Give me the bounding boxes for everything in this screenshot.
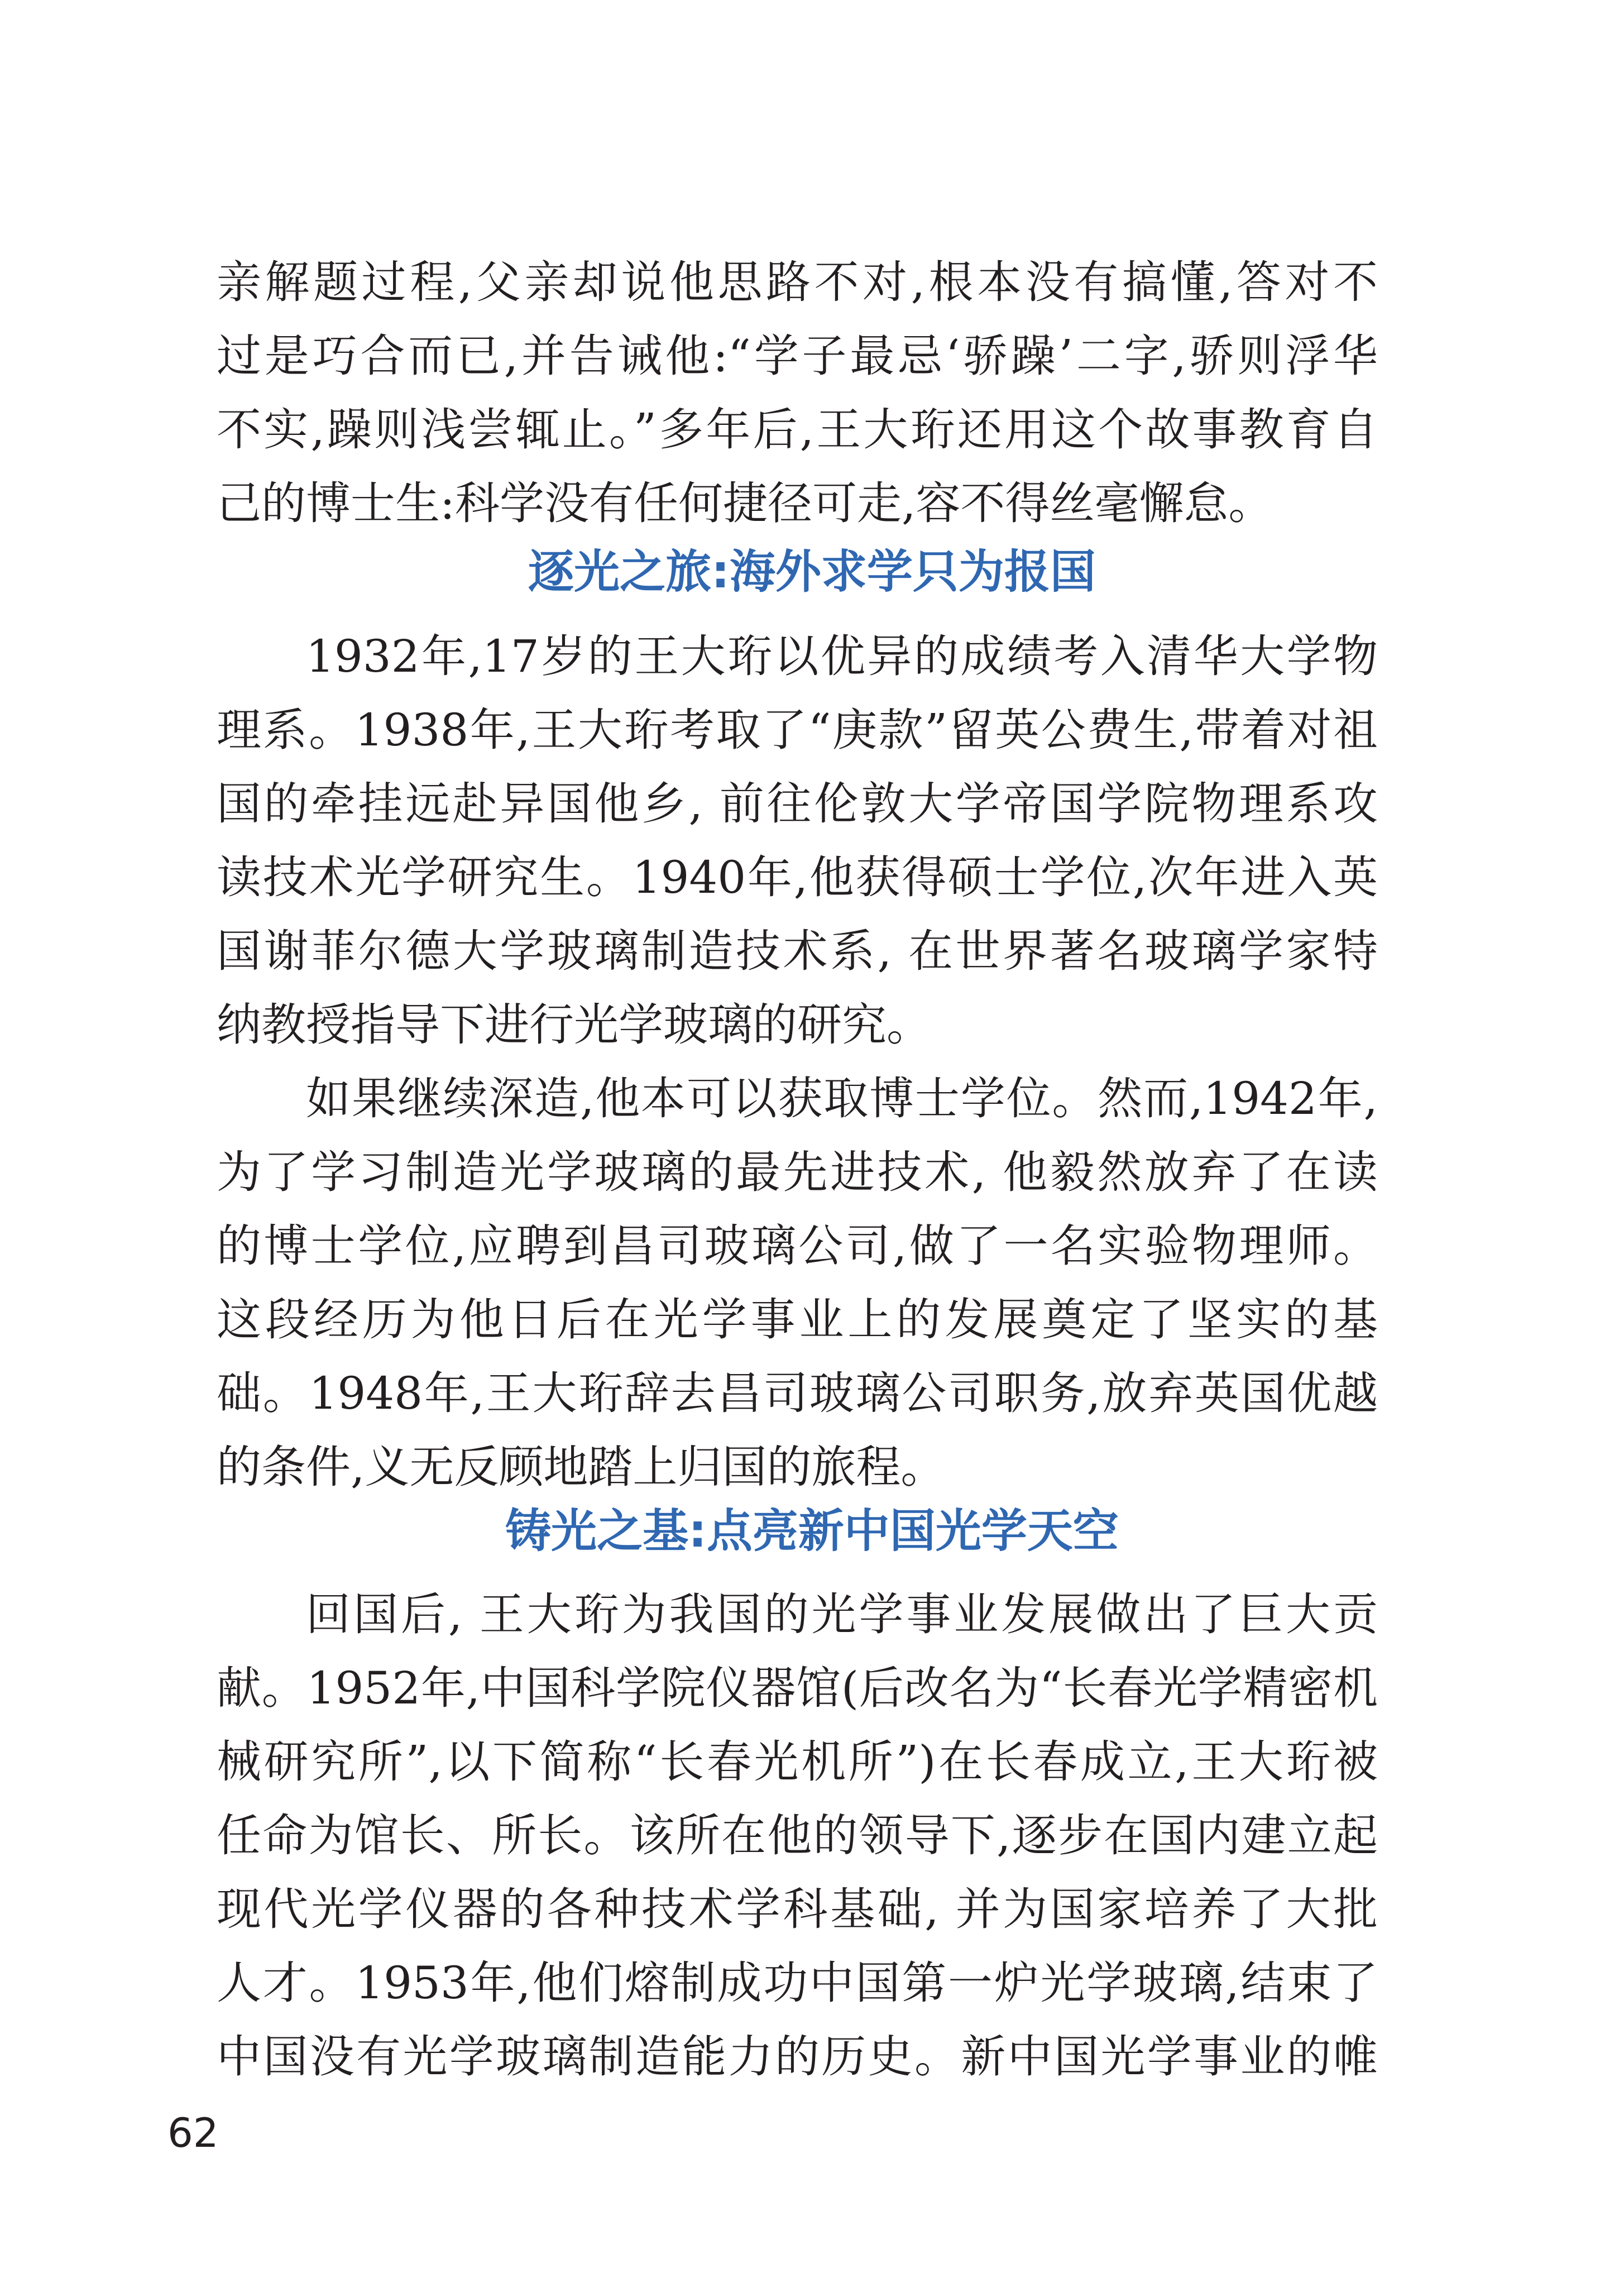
text-line: 不实,躁则浅尝辄止。”多年后,王大珩还用这个故事教育自 bbox=[217, 404, 1378, 456]
text-line: 现代光学仪器的各种技术学科基础, 并为国家培养了大批 bbox=[217, 1883, 1378, 1935]
text-line: 这段经历为他日后在光学事业上的发展奠定了坚实的基 bbox=[217, 1294, 1378, 1346]
text-line: 任命为馆长、所长。该所在他的领导下,逐步在国内建立起 bbox=[217, 1810, 1378, 1861]
text-line: 的条件,义无反顾地踏上归国的旅程。 bbox=[217, 1441, 946, 1493]
text-line: 纳教授指导下进行光学玻璃的研究。 bbox=[217, 999, 931, 1051]
text-line: 中国没有光学玻璃制造能力的历史。新中国光学事业的帷 bbox=[217, 2031, 1378, 2083]
section1-paragraph-2 bbox=[217, 1062, 1378, 1504]
intro-paragraph bbox=[217, 246, 1378, 540]
text-line: 如果继续深造,他本可以获取博士学位。然而,1942年, bbox=[306, 1073, 1378, 1124]
section2-paragraph-1 bbox=[217, 1578, 1378, 2094]
section1-paragraph-1 bbox=[217, 620, 1378, 1062]
page-number: 62 bbox=[167, 2109, 219, 2156]
text-line: 己的博士生:科学没有任何捷径可走,容不得丝毫懈怠。 bbox=[217, 477, 1273, 529]
text-line: 亲解题过程,父亲却说他思路不对,根本没有搞懂,答对不 bbox=[217, 256, 1378, 308]
text-line: 过是巧合而已,并告诫他:“学子最忌‘骄躁’二字,骄则浮华 bbox=[217, 330, 1378, 382]
text-line: 理系。1938年,王大珩考取了“庚款”留英公费生,带着对祖 bbox=[217, 704, 1378, 756]
text-line: 国谢菲尔德大学玻璃制造技术系, 在世界著名玻璃学家特 bbox=[217, 925, 1378, 977]
text-line: 础。1948年,王大珩辞去昌司玻璃公司职务,放弃英国优越 bbox=[217, 1367, 1378, 1419]
text-line: 读技术光学研究生。1940年,他获得硕士学位,次年进入英 bbox=[217, 851, 1378, 903]
text-line: 国的牵挂远赴异国他乡, 前往伦敦大学帝国学院物理系攻 bbox=[217, 778, 1378, 830]
text-line: 回国后, 王大珩为我国的光学事业发展做出了巨大贡 bbox=[306, 1588, 1378, 1640]
text-line: 1932年,17岁的王大珩以优异的成绩考入清华大学物 bbox=[306, 630, 1378, 682]
text-line: 人才。1953年,他们熔制成功中国第一炉光学玻璃,结束了 bbox=[217, 1957, 1378, 2009]
text-line: 为了学习制造光学玻璃的最先进技术, 他毅然放弃了在读 bbox=[217, 1146, 1378, 1198]
text-line: 献。1952年,中国科学院仪器馆(后改名为“长春光学精密机 bbox=[217, 1662, 1378, 1714]
text-line: 械研究所”,以下简称“长春光机所”)在长春成立,王大珩被 bbox=[217, 1736, 1378, 1788]
text-line: 的博士学位,应聘到昌司玻璃公司,做了一名实验物理师。 bbox=[217, 1220, 1378, 1272]
section-heading-2: 铸光之基:点亮新中国光学天空 bbox=[505, 1505, 1119, 1558]
section-heading-1: 逐光之旅:海外求学只为报国 bbox=[528, 545, 1096, 599]
